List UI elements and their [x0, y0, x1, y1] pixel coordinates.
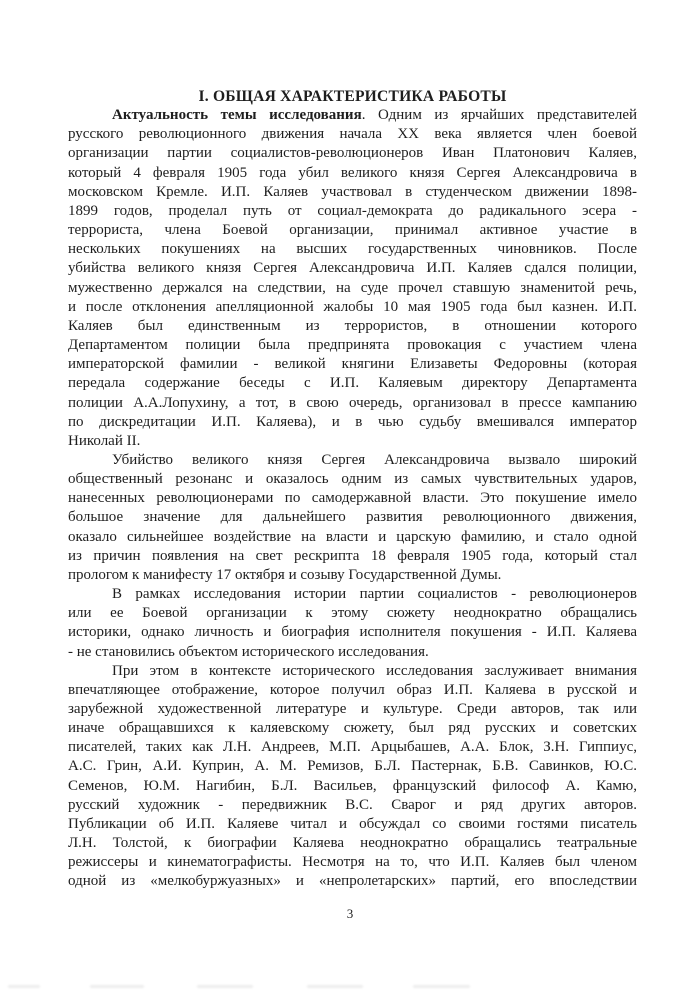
text-segment: или ее Боевой организации к этому сюжету неоднократно обращались: [68, 605, 637, 622]
text-line: [68, 183, 637, 202]
text-line: [68, 834, 637, 853]
text-segment: общественный резонанс и оказалось одним из самых чувствительных ударов,: [68, 471, 637, 488]
text-segment: режиссеры и кинематографисты. Несмотря на то, что И.П. Каляев был членом: [68, 854, 637, 871]
paragraph: [68, 451, 637, 585]
text-segment: писателей, таких как Л.Н. Андреев, М.П. Арцыбашев, А.А. Блок, З.Н. Гиппиус,: [68, 739, 637, 756]
text-line: [68, 662, 637, 681]
text-segment: оказало сильнейшее воздействие на власти и царскую фамилию, и стало одной: [68, 528, 637, 545]
text-segment: Семенов, Ю.М. Нагибин, Б.Л. Васильев, французский философ А. Камю,: [68, 777, 637, 794]
text-line: [68, 643, 637, 662]
text-segment: организации партии социалистов-революционеров Иван Платонович Каляев,: [68, 145, 637, 162]
section-title: I. ОБЩАЯ ХАРАКТЕРИСТИКА РАБОТЫ: [198, 88, 507, 105]
text-line: [68, 796, 637, 815]
text-segment: Департаментом полиции была предпринята провокация с участием члена: [68, 337, 637, 354]
text-line: [68, 719, 637, 738]
text-line: [68, 202, 637, 221]
text-line: [68, 374, 637, 393]
text-line: [68, 298, 637, 317]
text-segment: Николай II.: [68, 432, 141, 449]
text-line: [68, 413, 637, 432]
text-line: [68, 144, 637, 163]
text-segment: террориста, члена Боевой организации, принимал активное участие в: [68, 222, 637, 239]
text-segment: нескольких покушениях на высших государственных чиновников. После: [68, 241, 637, 258]
text-line: [68, 738, 637, 757]
text-line: [68, 221, 637, 240]
text-segment: Каляев был единственным из террористов, в отношении которого: [68, 317, 637, 334]
paragraph: [68, 662, 637, 892]
text-line: [68, 451, 637, 470]
text-line: [68, 164, 637, 183]
text-segment: который 4 февраля 1905 года убил великого князя Сергея Александровича в: [68, 164, 637, 181]
text-segment: . Одним из ярчайших представителей: [361, 107, 637, 124]
text-line: [68, 470, 637, 489]
text-line: [68, 336, 637, 355]
paragraph: [68, 106, 637, 451]
text-segment: убийства великого князя Сергея Александровича И.П. Каляев сдался полиции,: [68, 260, 637, 277]
text-line: [68, 125, 637, 144]
text-segment: полиции А.А.Лопухину, а тот, в свою очередь, организовал в прессе кампанию: [68, 394, 637, 411]
text-line: [68, 853, 637, 872]
page-number: 3: [346, 906, 354, 921]
text-segment: Убийство великого князя Сергея Александровича вызвало широкий: [112, 451, 637, 468]
text-line: [68, 777, 637, 796]
text-line: [68, 604, 637, 623]
text-line: [68, 106, 637, 125]
text-segment: и после отклонения апелляционной жалобы 10 мая 1905 года был казнен. И.П.: [68, 298, 637, 315]
text-line: [68, 279, 637, 298]
text-line: [68, 528, 637, 547]
text-segment: московском Кремле. И.П. Каляев участвовал в студенческом движении 1898-: [68, 183, 637, 200]
text-line: [68, 489, 637, 508]
text-line: [68, 547, 637, 566]
text-line: [68, 355, 637, 374]
text-line: [68, 700, 637, 719]
paragraph: [68, 585, 637, 662]
text-segment: русский художник - передвижник В.С. Сварог и ряд других авторов.: [68, 796, 637, 813]
text-segment: мужественно держался на следствии, на суде прочел ставшую знаменитой речь,: [68, 279, 637, 296]
text-segment: Л.Н. Толстой, к биографии Каляева неоднократно обращались театральные: [68, 835, 637, 852]
text-segment: одной из «мелкобуржуазных» и «непролетарских» партий, его впоследствии: [68, 873, 637, 890]
text-line: [68, 872, 637, 891]
text-line: [68, 566, 637, 585]
text-segment: А.С. Грин, А.И. Куприн, А. М. Ремизов, Б.Л. Пастернак, Б.В. Савинков, Ю.С.: [68, 758, 637, 775]
text-segment: из причин появления на свет рескрипта 18 февраля 1905 года, который стал: [68, 547, 637, 564]
text-line: [68, 623, 637, 642]
text-segment: историки, однако личность и биография исполнителя покушения - И.П. Каляева: [68, 624, 637, 641]
text-segment: При этом в контексте исторического исследования заслуживает внимания: [112, 662, 637, 679]
text-line: [68, 508, 637, 527]
text-segment: - не становились объектом исторического исследования.: [68, 643, 429, 660]
text-line: [68, 757, 637, 776]
text-segment: передала содержание беседы с И.П. Каляевым директору Департамента: [68, 375, 637, 392]
text-segment: 1899 годов, проделал путь от социал-демократа до радикального эсера -: [68, 202, 637, 219]
text-line: [68, 240, 637, 259]
text-line: [68, 815, 637, 834]
text-segment: по дискредитации И.П. Каляева), и в чью судьбу вмешивался император: [68, 413, 637, 430]
paragraph-lead-bold: Актуальность темы исследования: [112, 107, 362, 124]
text-line: [68, 432, 637, 451]
text-segment: Публикации об И.П. Каляеве читал и обсуждал со своими гостями писатель: [68, 815, 637, 832]
text-line: [68, 585, 637, 604]
text-line: [68, 259, 637, 278]
text-line: [68, 681, 637, 700]
text-body: [68, 87, 637, 892]
text-segment: большое значение для дальнейшего развития революционного движения,: [68, 509, 637, 526]
text-segment: иначе обращавшихся к каляевскому сюжету, был ряд русских и советских: [68, 720, 637, 737]
text-line: [68, 394, 637, 413]
text-segment: В рамках исследования истории партии социалистов - революционеров: [112, 586, 637, 603]
scan-artifact: [0, 985, 700, 989]
text-segment: императорской фамилии - великой княгини Елизаветы Федоровны (которая: [68, 356, 637, 373]
text-segment: нанесенных революционерами по самодержавной власти. Это покушение имело: [68, 490, 637, 507]
text-line: [68, 317, 637, 336]
text-segment: зарубежной художественной литературе и культуре. Среди авторов, так или: [68, 701, 637, 717]
text-segment: впечатляющее отображение, которое получил образ И.П. Каляева в русской и: [68, 681, 637, 698]
text-segment: прологом к манифесту 17 октября и созыву Государственной Думы.: [68, 566, 502, 583]
text-segment: русского революционного движения начала XX века является член боевой: [68, 126, 637, 143]
